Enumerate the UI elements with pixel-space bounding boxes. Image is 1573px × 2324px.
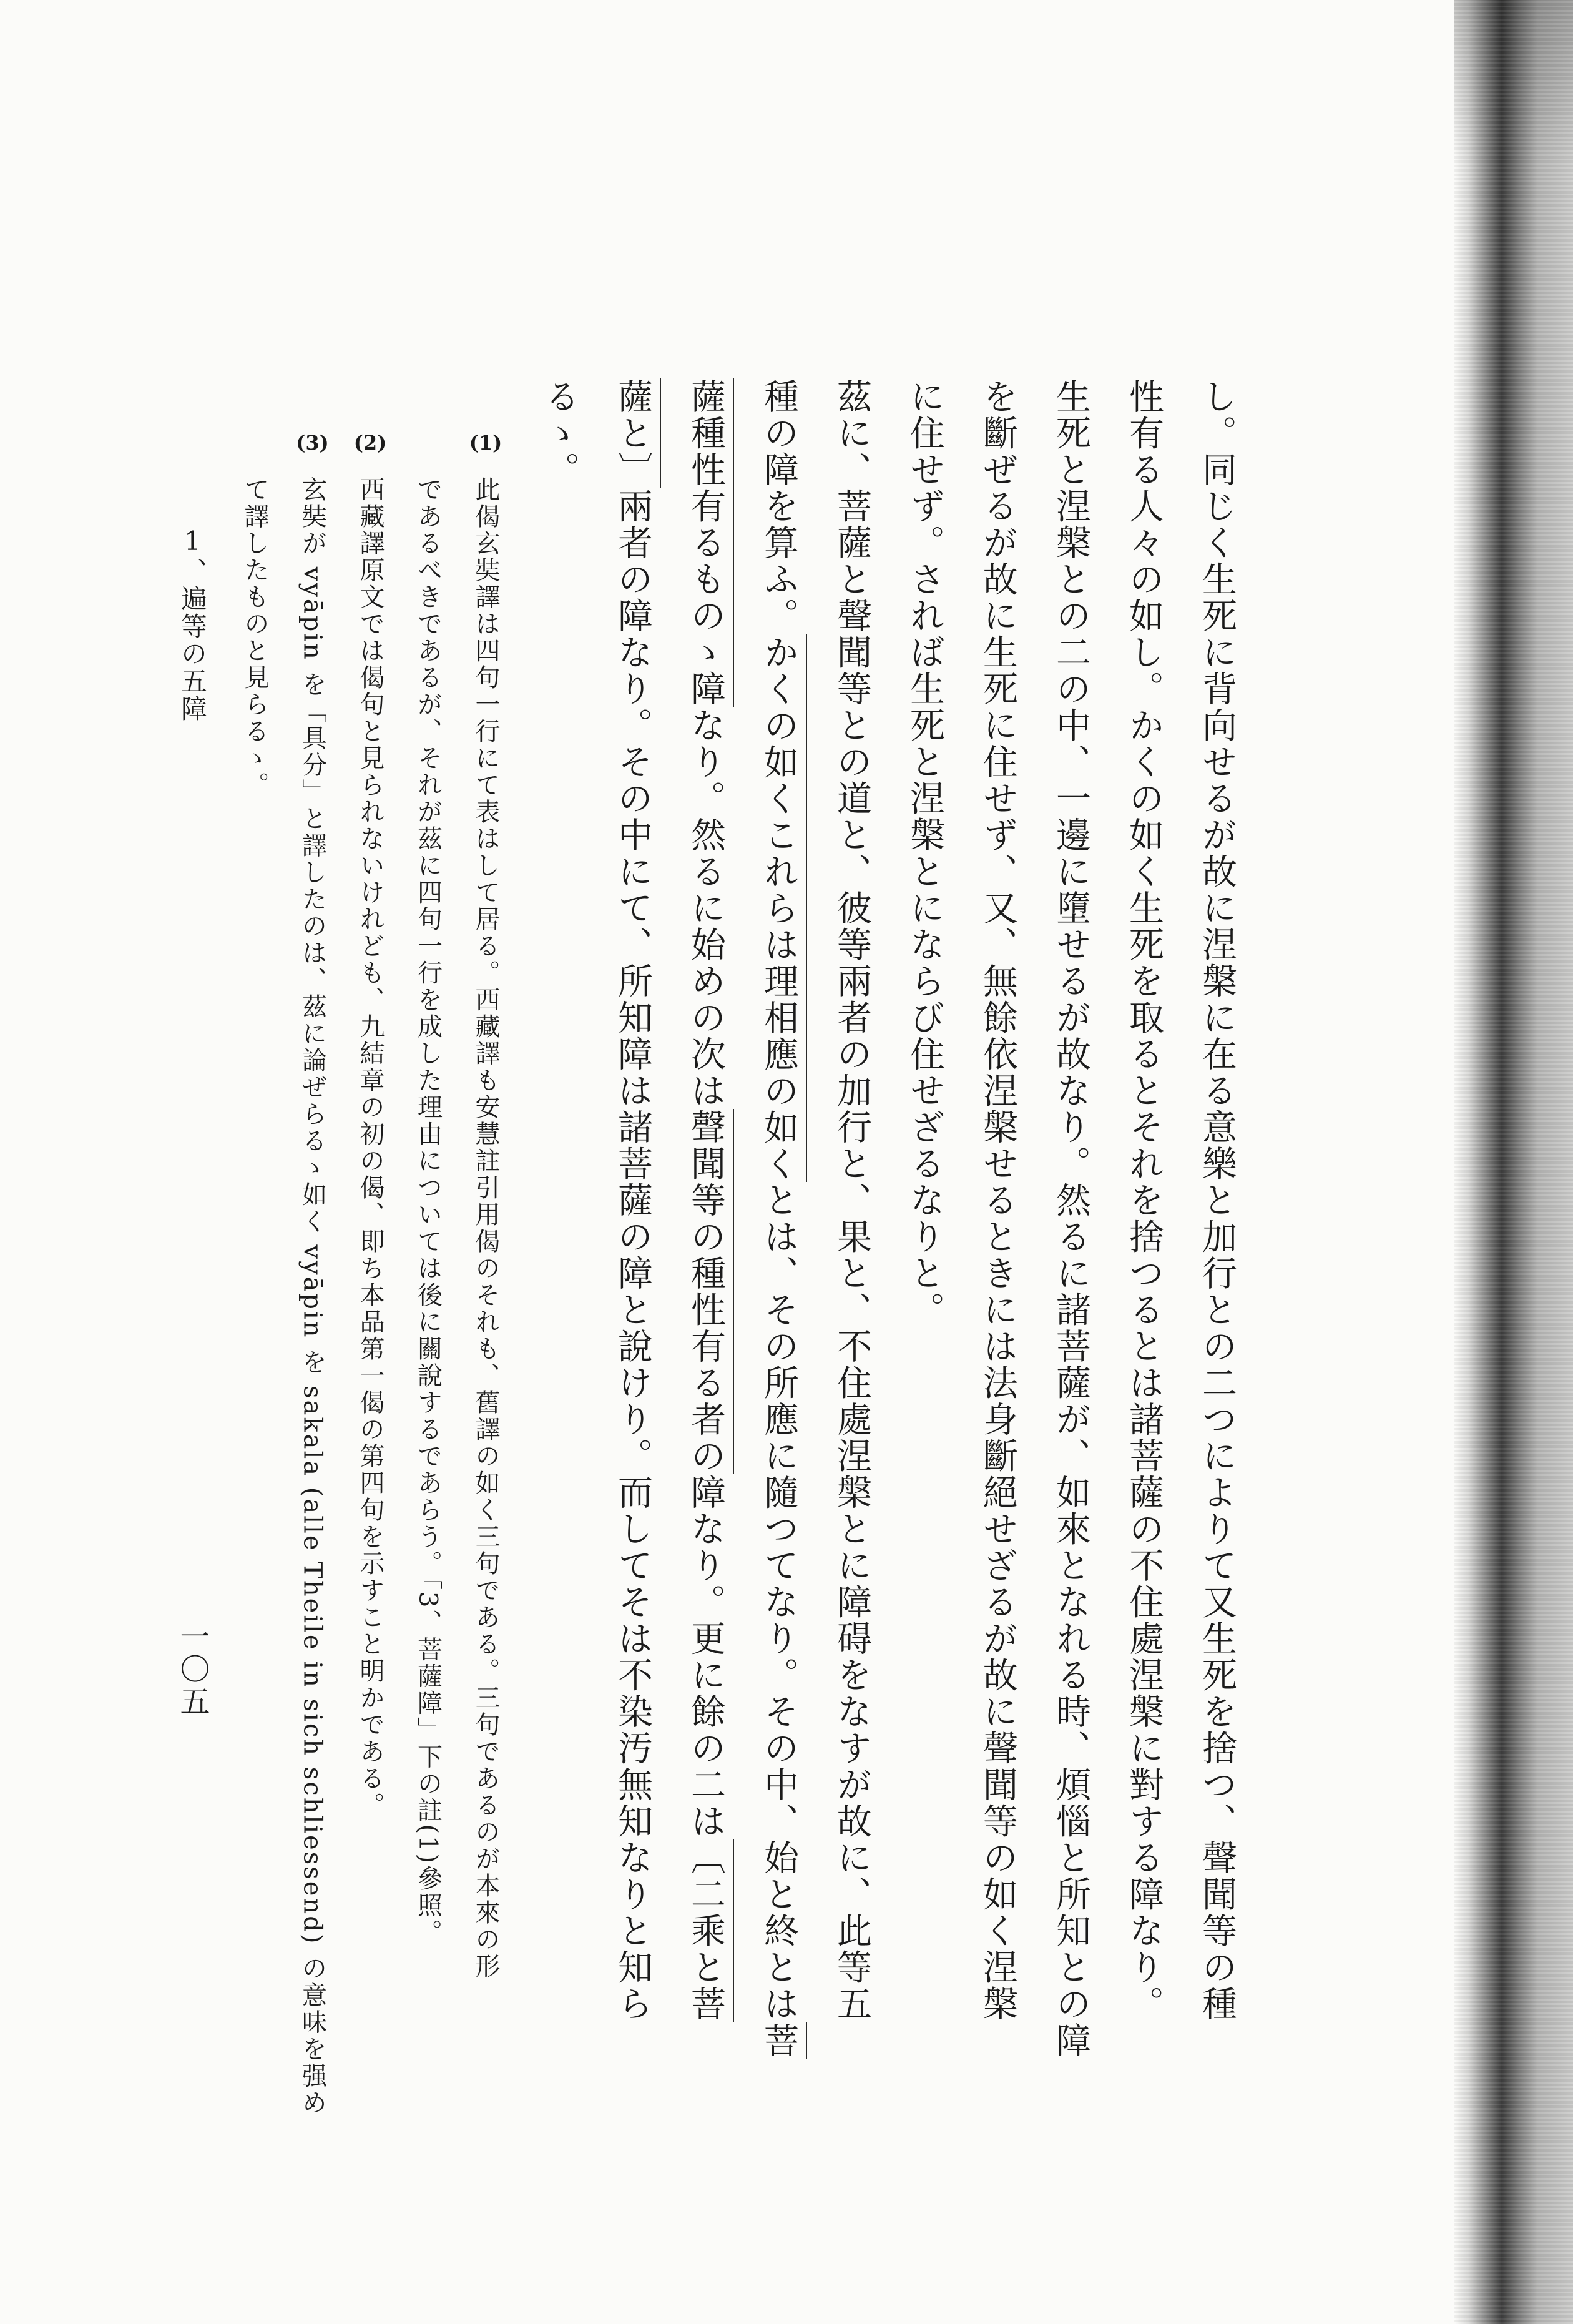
footnote-1: [457, 429, 515, 2052]
text-segment: とは、その所應に隨つてなり。その中、始と終とは: [758, 1182, 799, 2022]
page-number: 一〇五: [175, 1621, 210, 1718]
text-segment: 性有る人々の如し。かくの如く生死を取るとそれを捨つるとは諸菩薩の不住處涅槃に對する障なり。: [1124, 378, 1164, 2022]
sidelined-verse-text: 聲聞等の種性有る者の: [685, 1109, 734, 1474]
text-segment: 兩者の障なり。その中にて、所知障は諸菩薩の障と說けり。而してそは不染汚無知なりと知ら: [612, 488, 653, 2022]
footnote-text: 西藏譯原文では偈句と見られないけれども、九結章の初の偈、即ち本品第一偈の第四句を示すこと明かである。: [356, 476, 385, 1819]
text-line: [669, 378, 742, 2114]
footnotes: [226, 429, 515, 2117]
running-head: 1、遍等の五障: [177, 526, 208, 722]
footnote-label: (1): [469, 431, 502, 455]
footnote-label: (2): [353, 431, 387, 455]
text-segment: 茲に、菩薩と聲聞等との道と、彼等兩者の加行と、果と、不住處涅槃とに障碍をなすが故に、此等五: [831, 378, 872, 2022]
footnote-text: 玄奘が vyāpin を「具分」と譯したのは、茲に論ぜらるゝ如く vyāpin を sakala (alle Theile in sich schliessend) の意味を强め: [298, 476, 327, 2117]
text-line: [1180, 378, 1253, 2114]
footnote-1-continuation: [399, 429, 457, 2052]
text-line: [1034, 378, 1107, 2114]
footnote-3: [283, 429, 341, 2117]
footnote-text: であるべきであるが、それが茲に四句一行を成した理由については後に關說するであらう。「3、菩薩障」下の註(1)參照。: [413, 476, 443, 1946]
text-segment: し。同じく生死に背向せるが故に涅槃に在る意樂と加行との二つによりて又生死を捨つ、聲聞等の種: [1197, 378, 1237, 2022]
text-line: [1107, 378, 1180, 2114]
footnote-3-continuation: [226, 429, 284, 2052]
text-line: [742, 378, 815, 2114]
sidelined-verse-text: 薩と〕: [612, 378, 661, 488]
sidelined-verse-text: 薩種性有るものゝ障: [685, 378, 734, 707]
footnote-text: て譯したものと見らるゝ。: [240, 476, 269, 799]
footnote-2: [341, 429, 399, 2052]
sidelined-verse-text: 菩: [758, 2022, 807, 2059]
text-line: [596, 378, 669, 2114]
text-segment: 種の障を算ふ。: [758, 378, 799, 634]
text-segment: るゝ。: [539, 378, 580, 488]
text-line: [815, 378, 888, 2114]
text-segment: なり。然るに始めの次は: [685, 707, 726, 1109]
sidelined-verse-text: 〔二乘と菩: [685, 1839, 734, 2022]
text-line: [961, 378, 1034, 2114]
text-segment: に住せず。されば生死と涅槃とにならび住せざるなりと。: [904, 378, 945, 1328]
text-segment: を斷ぜるが故に生死に住せず、又、無餘依涅槃せるときには法身斷絕せざるが故に聲聞等の如く涅槃: [978, 378, 1018, 2022]
text-segment: 生死と涅槃との二の中、一邊に墮せるが故なり。然るに諸菩薩が、如來となれる時、煩惱と所知との障: [1051, 378, 1091, 2059]
text-line: [523, 378, 596, 2114]
sidelined-verse-text: かくの如くこれらは理相應の如く: [758, 634, 807, 1183]
footnote-text: 此偈玄奘譯は四句一行にて表はして居る。西藏譯も安慧註引用偈のそれも、舊譯の如く三句である。三句であるのが本來の形: [471, 476, 500, 1980]
scan-edge-shadow: [1454, 0, 1573, 2324]
text-segment: 障なり。更に餘の二は: [685, 1474, 726, 1839]
footnote-label: (3): [296, 431, 329, 455]
body-text: [523, 378, 1253, 2114]
text-line: [888, 378, 961, 2114]
